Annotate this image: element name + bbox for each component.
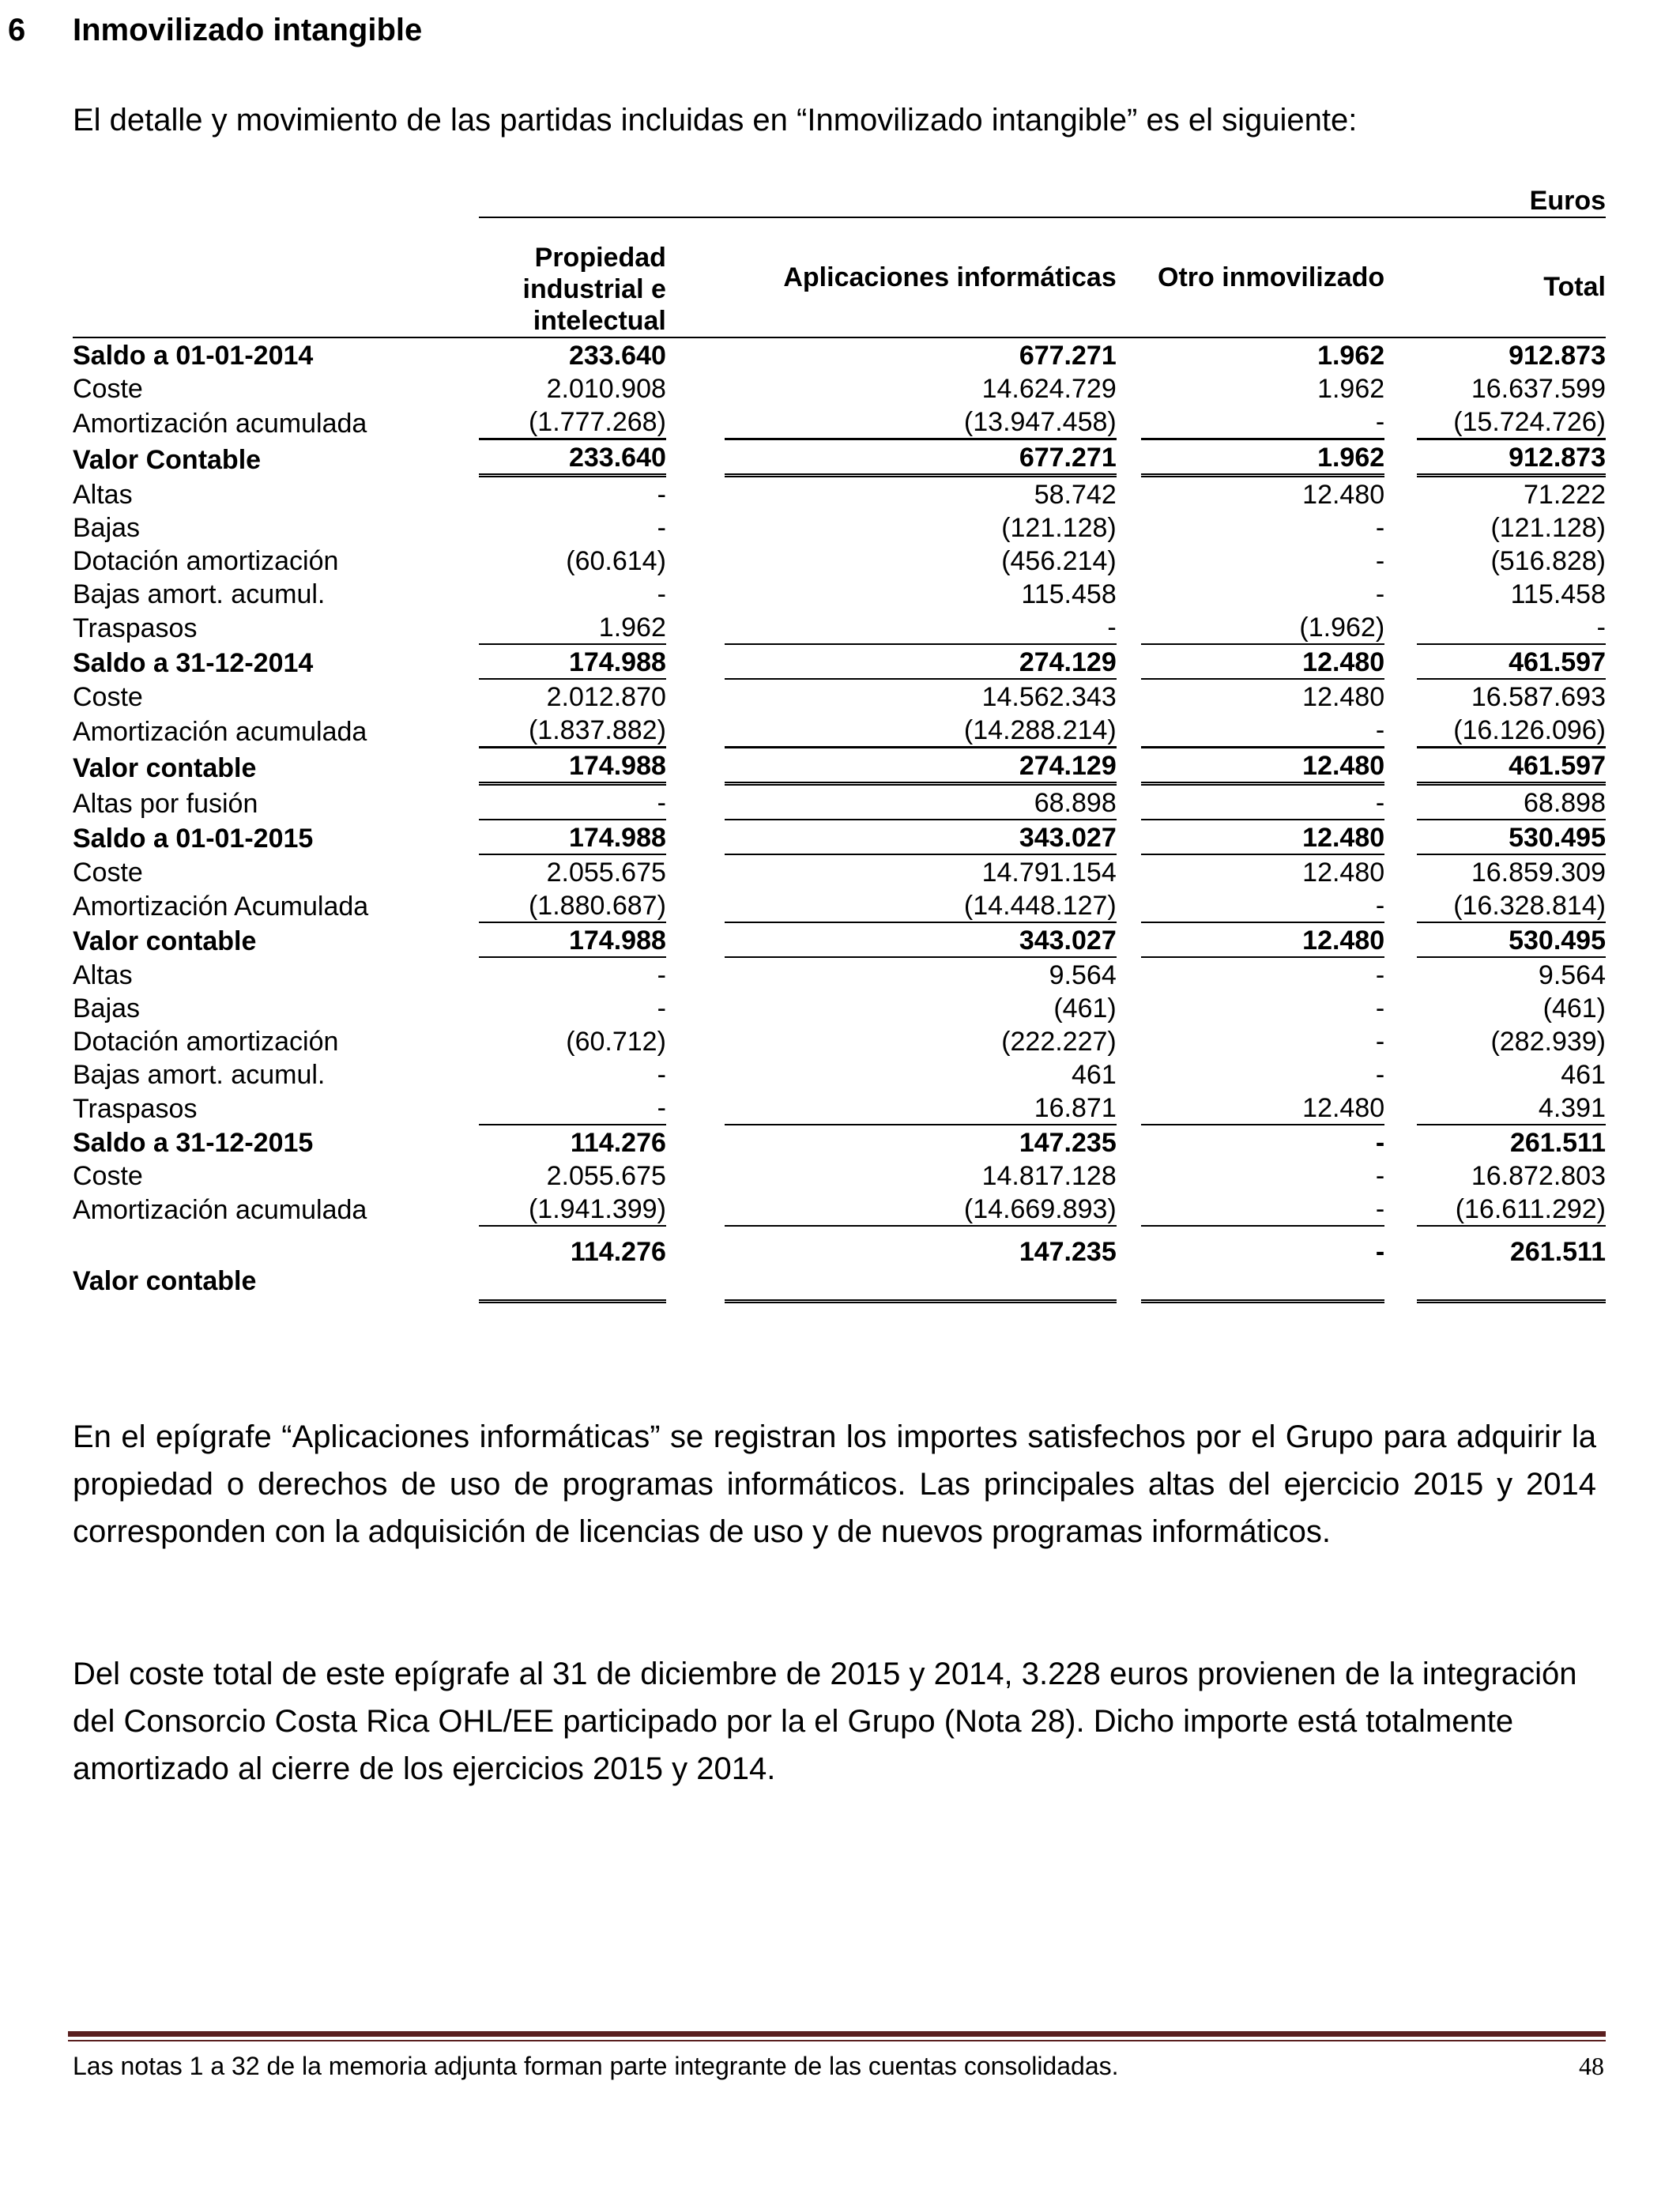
section-number: 6	[8, 13, 26, 47]
row-label: Dotación amortización	[73, 1027, 339, 1057]
row-value: 343.027	[725, 820, 1117, 854]
row-label: Bajas	[73, 513, 141, 543]
row-value: 12.480	[1302, 480, 1385, 510]
row-value: (516.828)	[1490, 546, 1606, 576]
row-label: Amortización acumulada	[73, 408, 367, 439]
row-value: (121.128)	[1001, 513, 1117, 543]
row-value: -	[1417, 610, 1606, 644]
row-value: 174.988	[479, 748, 666, 784]
row-value: 4.391	[1417, 1091, 1606, 1125]
row-value: 71.222	[1524, 480, 1606, 510]
row-value: 2.010.908	[546, 374, 666, 404]
row-value: (456.214)	[1001, 546, 1117, 576]
row-value: 12.480	[1302, 858, 1385, 888]
table-row	[73, 476, 1606, 511]
table-row	[73, 1091, 1606, 1125]
table-row	[73, 679, 1606, 713]
table-row	[73, 1057, 1606, 1091]
row-value: 530.495	[1417, 922, 1606, 957]
row-value: -	[1375, 513, 1385, 543]
row-value: 912.873	[1509, 341, 1606, 371]
row-label: Bajas	[73, 993, 141, 1023]
row-value: -	[1375, 1161, 1385, 1191]
footer-rule	[68, 2031, 1606, 2042]
row-label: Coste	[73, 1161, 143, 1191]
row-value: -	[657, 480, 666, 510]
row-value: -	[1375, 579, 1385, 609]
row-value: (15.724.726)	[1417, 405, 1606, 439]
row-value: 1.962	[1317, 341, 1385, 371]
row-value: (60.712)	[566, 1027, 666, 1057]
row-value: 12.480	[1141, 1091, 1385, 1125]
row-value: 174.988	[479, 820, 666, 854]
row-value: 174.988	[479, 644, 666, 679]
row-value: 233.640	[568, 341, 666, 371]
table-row	[73, 511, 1606, 544]
table-row	[73, 439, 1606, 476]
table-row	[73, 748, 1606, 784]
row-value: 9.564	[1538, 960, 1606, 990]
table-row	[73, 577, 1606, 610]
row-label: Saldo a 31-12-2015	[73, 1128, 314, 1158]
section-heading	[0, 6, 948, 54]
table-row	[73, 888, 1606, 922]
row-value: 461.597	[1417, 644, 1606, 679]
table-row	[73, 1192, 1606, 1226]
row-value: 2.055.675	[546, 858, 666, 888]
table-row	[73, 1226, 1606, 1302]
table-row	[73, 991, 1606, 1024]
row-value: 16.871	[725, 1091, 1117, 1125]
units-row	[73, 175, 1606, 217]
row-value: (14.669.893)	[725, 1192, 1117, 1226]
row-value: 274.129	[725, 748, 1117, 784]
row-value: 461	[1561, 1060, 1606, 1090]
row-value: 261.511	[1417, 1226, 1606, 1302]
row-label: Coste	[73, 858, 143, 888]
table-row	[73, 784, 1606, 820]
row-value: 2.055.675	[546, 1161, 666, 1191]
row-value: -	[657, 513, 666, 543]
row-value: (222.227)	[1001, 1027, 1117, 1057]
row-value: 9.564	[1049, 960, 1117, 990]
row-label: Bajas amort. acumul.	[73, 579, 326, 609]
footer-note: Las notas 1 a 32 de la memoria adjunta forman parte integrante de las cuentas consolidadas.	[73, 2052, 1119, 2080]
row-value: 12.480	[1141, 748, 1385, 784]
row-label: Altas	[73, 480, 133, 510]
row-label: Saldo a 31-12-2014	[73, 648, 314, 678]
row-label: Saldo a 01-01-2014	[73, 341, 314, 371]
row-value: 14.791.154	[981, 858, 1117, 888]
row-value: 530.495	[1417, 820, 1606, 854]
row-value: 461	[1072, 1060, 1117, 1090]
row-value: 912.873	[1417, 439, 1606, 476]
table-row	[73, 1159, 1606, 1192]
table-row	[73, 1125, 1606, 1159]
row-value: -	[1141, 1226, 1385, 1302]
row-label: Valor Contable	[73, 444, 262, 475]
row-value: 233.640	[479, 439, 666, 476]
paragraph-aplicaciones: En el epígrafe “Aplicaciones informáticas” se registran los importes satisfechos por el Grupo para adquirir la propiedad o derechos de uso de programas informáticos. Las principales altas del ejercicio 2015 y 2014 corresponden con la adquisición de licencias de uso y de nuevos programas informáticos.	[73, 1419, 1596, 1549]
row-value: -	[657, 960, 666, 990]
row-value: (13.947.458)	[725, 405, 1117, 439]
row-value: 16.587.693	[1471, 682, 1606, 712]
paragraph-coste-total: Del coste total de este epígrafe al 31 de diciembre de 2015 y 2014, 3.228 euros provienen de la integración del Consorcio Costa Rica OHL/EE participado por la el Grupo (Nota 28). Dicho importe está totalmente amortizado al cierre de los ejercicios 2015 y 2014.	[73, 1657, 1577, 1786]
row-label: Altas por fusión	[73, 789, 258, 819]
row-value: -	[1375, 1060, 1385, 1090]
page-number: 48	[1579, 2052, 1604, 2080]
table-row	[73, 854, 1606, 888]
row-value: (60.614)	[566, 546, 666, 576]
row-value: 2.012.870	[546, 682, 666, 712]
row-value: -	[1141, 888, 1385, 922]
row-value: 68.898	[725, 784, 1117, 820]
table-row	[73, 713, 1606, 748]
row-value: -	[1141, 1192, 1385, 1226]
row-value: -	[1375, 1027, 1385, 1057]
row-value: (282.939)	[1490, 1027, 1606, 1057]
row-value: 12.480	[1302, 682, 1385, 712]
row-value: 1.962	[479, 610, 666, 644]
row-value: (461)	[1053, 993, 1117, 1023]
row-label: Saldo a 01-01-2015	[73, 824, 314, 854]
row-value: -	[479, 1091, 666, 1125]
column-header: Otro inmovilizado	[1141, 217, 1385, 337]
header-row	[73, 217, 1606, 337]
table-row	[73, 820, 1606, 854]
table-body	[73, 175, 1606, 1302]
row-value: -	[657, 993, 666, 1023]
row-value: (461)	[1543, 993, 1606, 1023]
intangible-assets-table-wrap	[73, 175, 1606, 1303]
table-row	[73, 544, 1606, 577]
row-value: 12.480	[1141, 922, 1385, 957]
table-row	[73, 610, 1606, 644]
row-label: Altas	[73, 960, 133, 990]
row-label: Valor contable	[73, 1265, 257, 1296]
row-label: Valor contable	[73, 926, 257, 956]
row-value: (1.837.882)	[479, 713, 666, 748]
row-label: Amortización acumulada	[73, 1195, 367, 1225]
row-value: -	[657, 579, 666, 609]
row-label: Bajas amort. acumul.	[73, 1060, 326, 1090]
row-value: 115.458	[1510, 579, 1606, 609]
column-header: Aplicaciones informáticas	[725, 217, 1117, 337]
row-value: (14.448.127)	[725, 888, 1117, 922]
row-value: 261.511	[1509, 1128, 1606, 1158]
row-value: (121.128)	[1490, 513, 1606, 543]
row-value: 16.872.803	[1471, 1161, 1606, 1191]
row-value: -	[725, 610, 1117, 644]
table-row	[73, 405, 1606, 439]
row-value: 12.480	[1141, 644, 1385, 679]
row-label: Amortización Acumulada	[73, 892, 369, 922]
row-value: (14.288.214)	[725, 713, 1117, 748]
row-value: 14.817.128	[981, 1161, 1117, 1191]
intro-text: El detalle y movimiento de las partidas incluidas en “Inmovilizado intangible” es el siguiente:	[73, 103, 1358, 138]
row-label: Traspasos	[73, 1094, 198, 1124]
unit-label: Euros	[1417, 175, 1606, 217]
row-label: Traspasos	[73, 613, 198, 643]
row-label: Coste	[73, 682, 143, 712]
row-value: 16.637.599	[1471, 374, 1606, 404]
row-value: -	[1141, 713, 1385, 748]
row-value: 12.480	[1141, 820, 1385, 854]
row-value: 1.962	[1141, 439, 1385, 476]
row-value: -	[657, 1060, 666, 1090]
table-row	[73, 1024, 1606, 1057]
row-label: Amortización acumulada	[73, 716, 367, 747]
row-value: 274.129	[725, 644, 1117, 679]
column-header: Total	[1417, 217, 1606, 337]
row-value: 16.859.309	[1471, 858, 1606, 888]
row-value: 677.271	[1019, 341, 1117, 371]
table-row	[73, 337, 1606, 371]
row-value: 147.235	[1019, 1128, 1117, 1158]
row-value: 174.988	[479, 922, 666, 957]
table-row	[73, 371, 1606, 405]
row-value: (1.941.399)	[479, 1192, 666, 1226]
row-value: (1.962)	[1141, 610, 1385, 644]
table-row	[73, 644, 1606, 679]
row-value: (16.611.292)	[1417, 1192, 1606, 1226]
row-value: 114.276	[479, 1226, 666, 1302]
row-value: (16.328.814)	[1417, 888, 1606, 922]
row-value: (16.126.096)	[1417, 713, 1606, 748]
row-value: 115.458	[1021, 579, 1117, 609]
row-value: 14.562.343	[981, 682, 1117, 712]
row-value: -	[1375, 960, 1385, 990]
row-value: -	[1141, 784, 1385, 820]
row-value: 147.235	[725, 1226, 1117, 1302]
row-value: 677.271	[725, 439, 1117, 476]
row-value: 461.597	[1417, 748, 1606, 784]
row-value: 58.742	[1034, 480, 1117, 510]
intangible-assets-table	[73, 175, 1606, 1303]
row-label: Valor contable	[73, 752, 257, 783]
row-value: 14.624.729	[981, 374, 1117, 404]
row-label: Dotación amortización	[73, 546, 339, 576]
row-value: 343.027	[725, 922, 1117, 957]
table-row	[73, 957, 1606, 991]
section-title: Inmovilizado intangible	[73, 13, 423, 47]
column-header: Propiedad industrial e intelectual	[479, 217, 666, 337]
row-value: -	[1375, 993, 1385, 1023]
row-value: -	[1375, 1128, 1385, 1158]
row-value: -	[479, 784, 666, 820]
row-value: (1.880.687)	[479, 888, 666, 922]
table-row	[73, 922, 1606, 957]
row-value: (1.777.268)	[479, 405, 666, 439]
row-label: Coste	[73, 374, 143, 404]
row-value: 68.898	[1417, 784, 1606, 820]
row-value: -	[1141, 405, 1385, 439]
row-value: 1.962	[1317, 374, 1385, 404]
row-value: -	[1375, 546, 1385, 576]
row-value: 114.276	[570, 1128, 666, 1158]
